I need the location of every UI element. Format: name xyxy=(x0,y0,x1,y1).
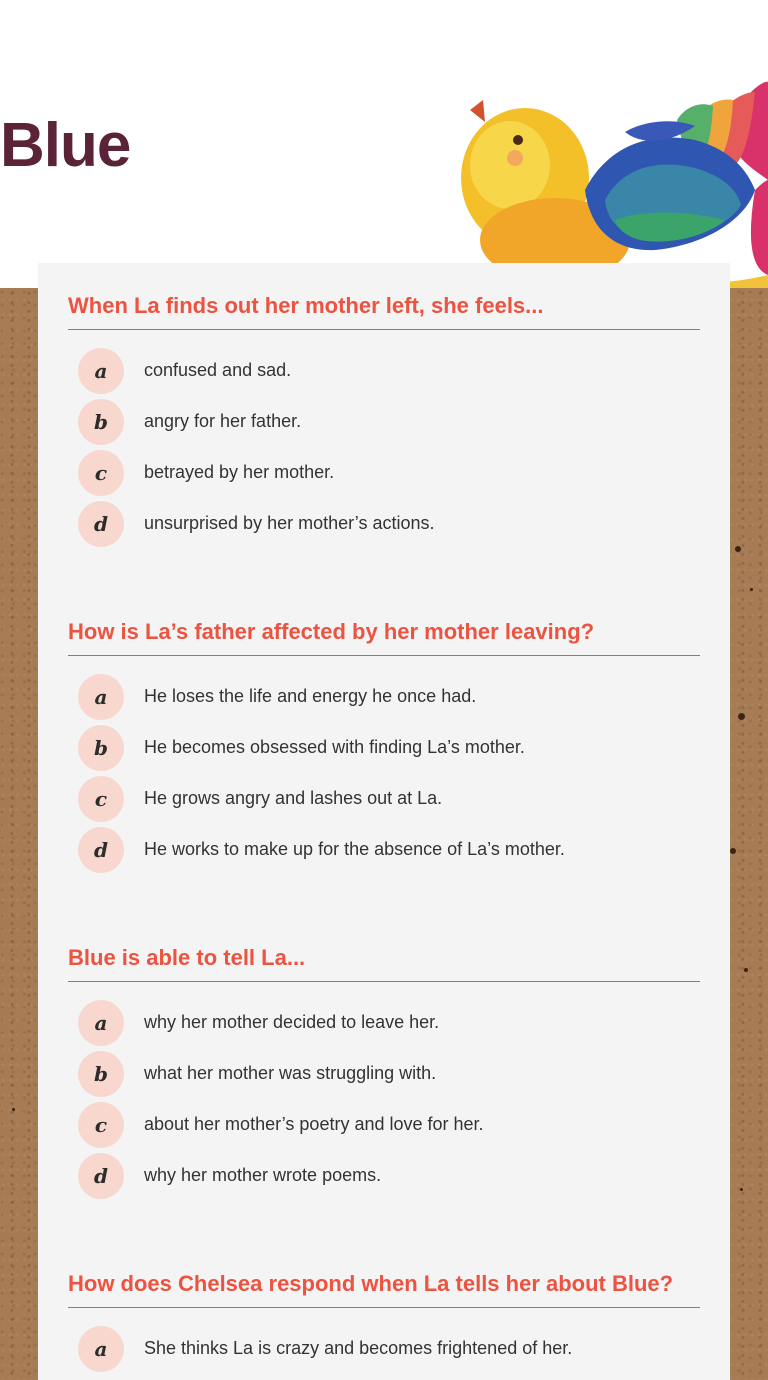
question-1 xyxy=(68,293,700,549)
quiz-card xyxy=(38,263,730,1380)
answer-option-d[interactable] xyxy=(68,1150,700,1201)
option-text: He grows angry and lashes out at La. xyxy=(144,788,443,808)
question-3 xyxy=(68,945,700,1201)
option-text: confused and sad. xyxy=(144,360,292,380)
option-text: He works to make up for the absence of La’s mother. xyxy=(144,839,565,859)
answer-option-d[interactable] xyxy=(68,824,700,875)
option-letter-badge: d xyxy=(78,501,124,547)
option-letter-badge: b xyxy=(78,399,124,445)
option-letter-badge: a xyxy=(78,1326,124,1372)
option-letter-badge: d xyxy=(78,827,124,873)
answer-option-a[interactable] xyxy=(68,671,700,722)
question-text: When La finds out her mother left, she feels... xyxy=(68,293,700,330)
answer-option-c[interactable] xyxy=(68,773,700,824)
option-text: about her mother’s poetry and love for her. xyxy=(144,1114,484,1134)
answer-option-a[interactable] xyxy=(68,1323,700,1374)
option-text: why her mother wrote poems. xyxy=(144,1165,382,1185)
answer-option-b[interactable] xyxy=(68,722,700,773)
option-letter-badge: d xyxy=(78,1153,124,1199)
option-text: He becomes obsessed with finding La’s mother. xyxy=(144,737,525,757)
question-text: How is La’s father affected by her mother leaving? xyxy=(68,619,700,656)
header xyxy=(0,0,768,288)
option-letter-badge: a xyxy=(78,348,124,394)
question-4 xyxy=(68,1271,700,1374)
question-text: Blue is able to tell La... xyxy=(68,945,700,982)
answer-option-c[interactable] xyxy=(68,447,700,498)
option-text: what her mother was struggling with. xyxy=(144,1063,437,1083)
option-letter-badge: c xyxy=(78,776,124,822)
option-text: angry for her father. xyxy=(144,411,302,431)
option-letter-badge: c xyxy=(78,450,124,496)
page-title: Blue xyxy=(0,111,131,180)
answer-option-c[interactable] xyxy=(68,1099,700,1150)
option-text: betrayed by her mother. xyxy=(144,462,335,482)
option-text: She thinks La is crazy and becomes frightened of her. xyxy=(144,1338,573,1358)
option-letter-badge: a xyxy=(78,1000,124,1046)
answer-option-a[interactable] xyxy=(68,345,700,396)
option-letter-badge: c xyxy=(78,1102,124,1148)
option-text: why her mother decided to leave her. xyxy=(144,1012,440,1032)
answer-option-b[interactable] xyxy=(68,396,700,447)
question-text: How does Chelsea respond when La tells her about Blue? xyxy=(68,1271,700,1308)
answer-option-a[interactable] xyxy=(68,997,700,1048)
option-letter-badge: a xyxy=(78,674,124,720)
option-letter-badge: b xyxy=(78,1051,124,1097)
option-text: unsurprised by her mother’s actions. xyxy=(144,513,435,533)
option-text: He loses the life and energy he once had. xyxy=(144,686,477,706)
answer-option-b[interactable] xyxy=(68,1048,700,1099)
question-2 xyxy=(68,619,700,875)
option-letter-badge: b xyxy=(78,725,124,771)
watercolor-bird-icon xyxy=(455,70,768,288)
answer-option-d[interactable] xyxy=(68,498,700,549)
